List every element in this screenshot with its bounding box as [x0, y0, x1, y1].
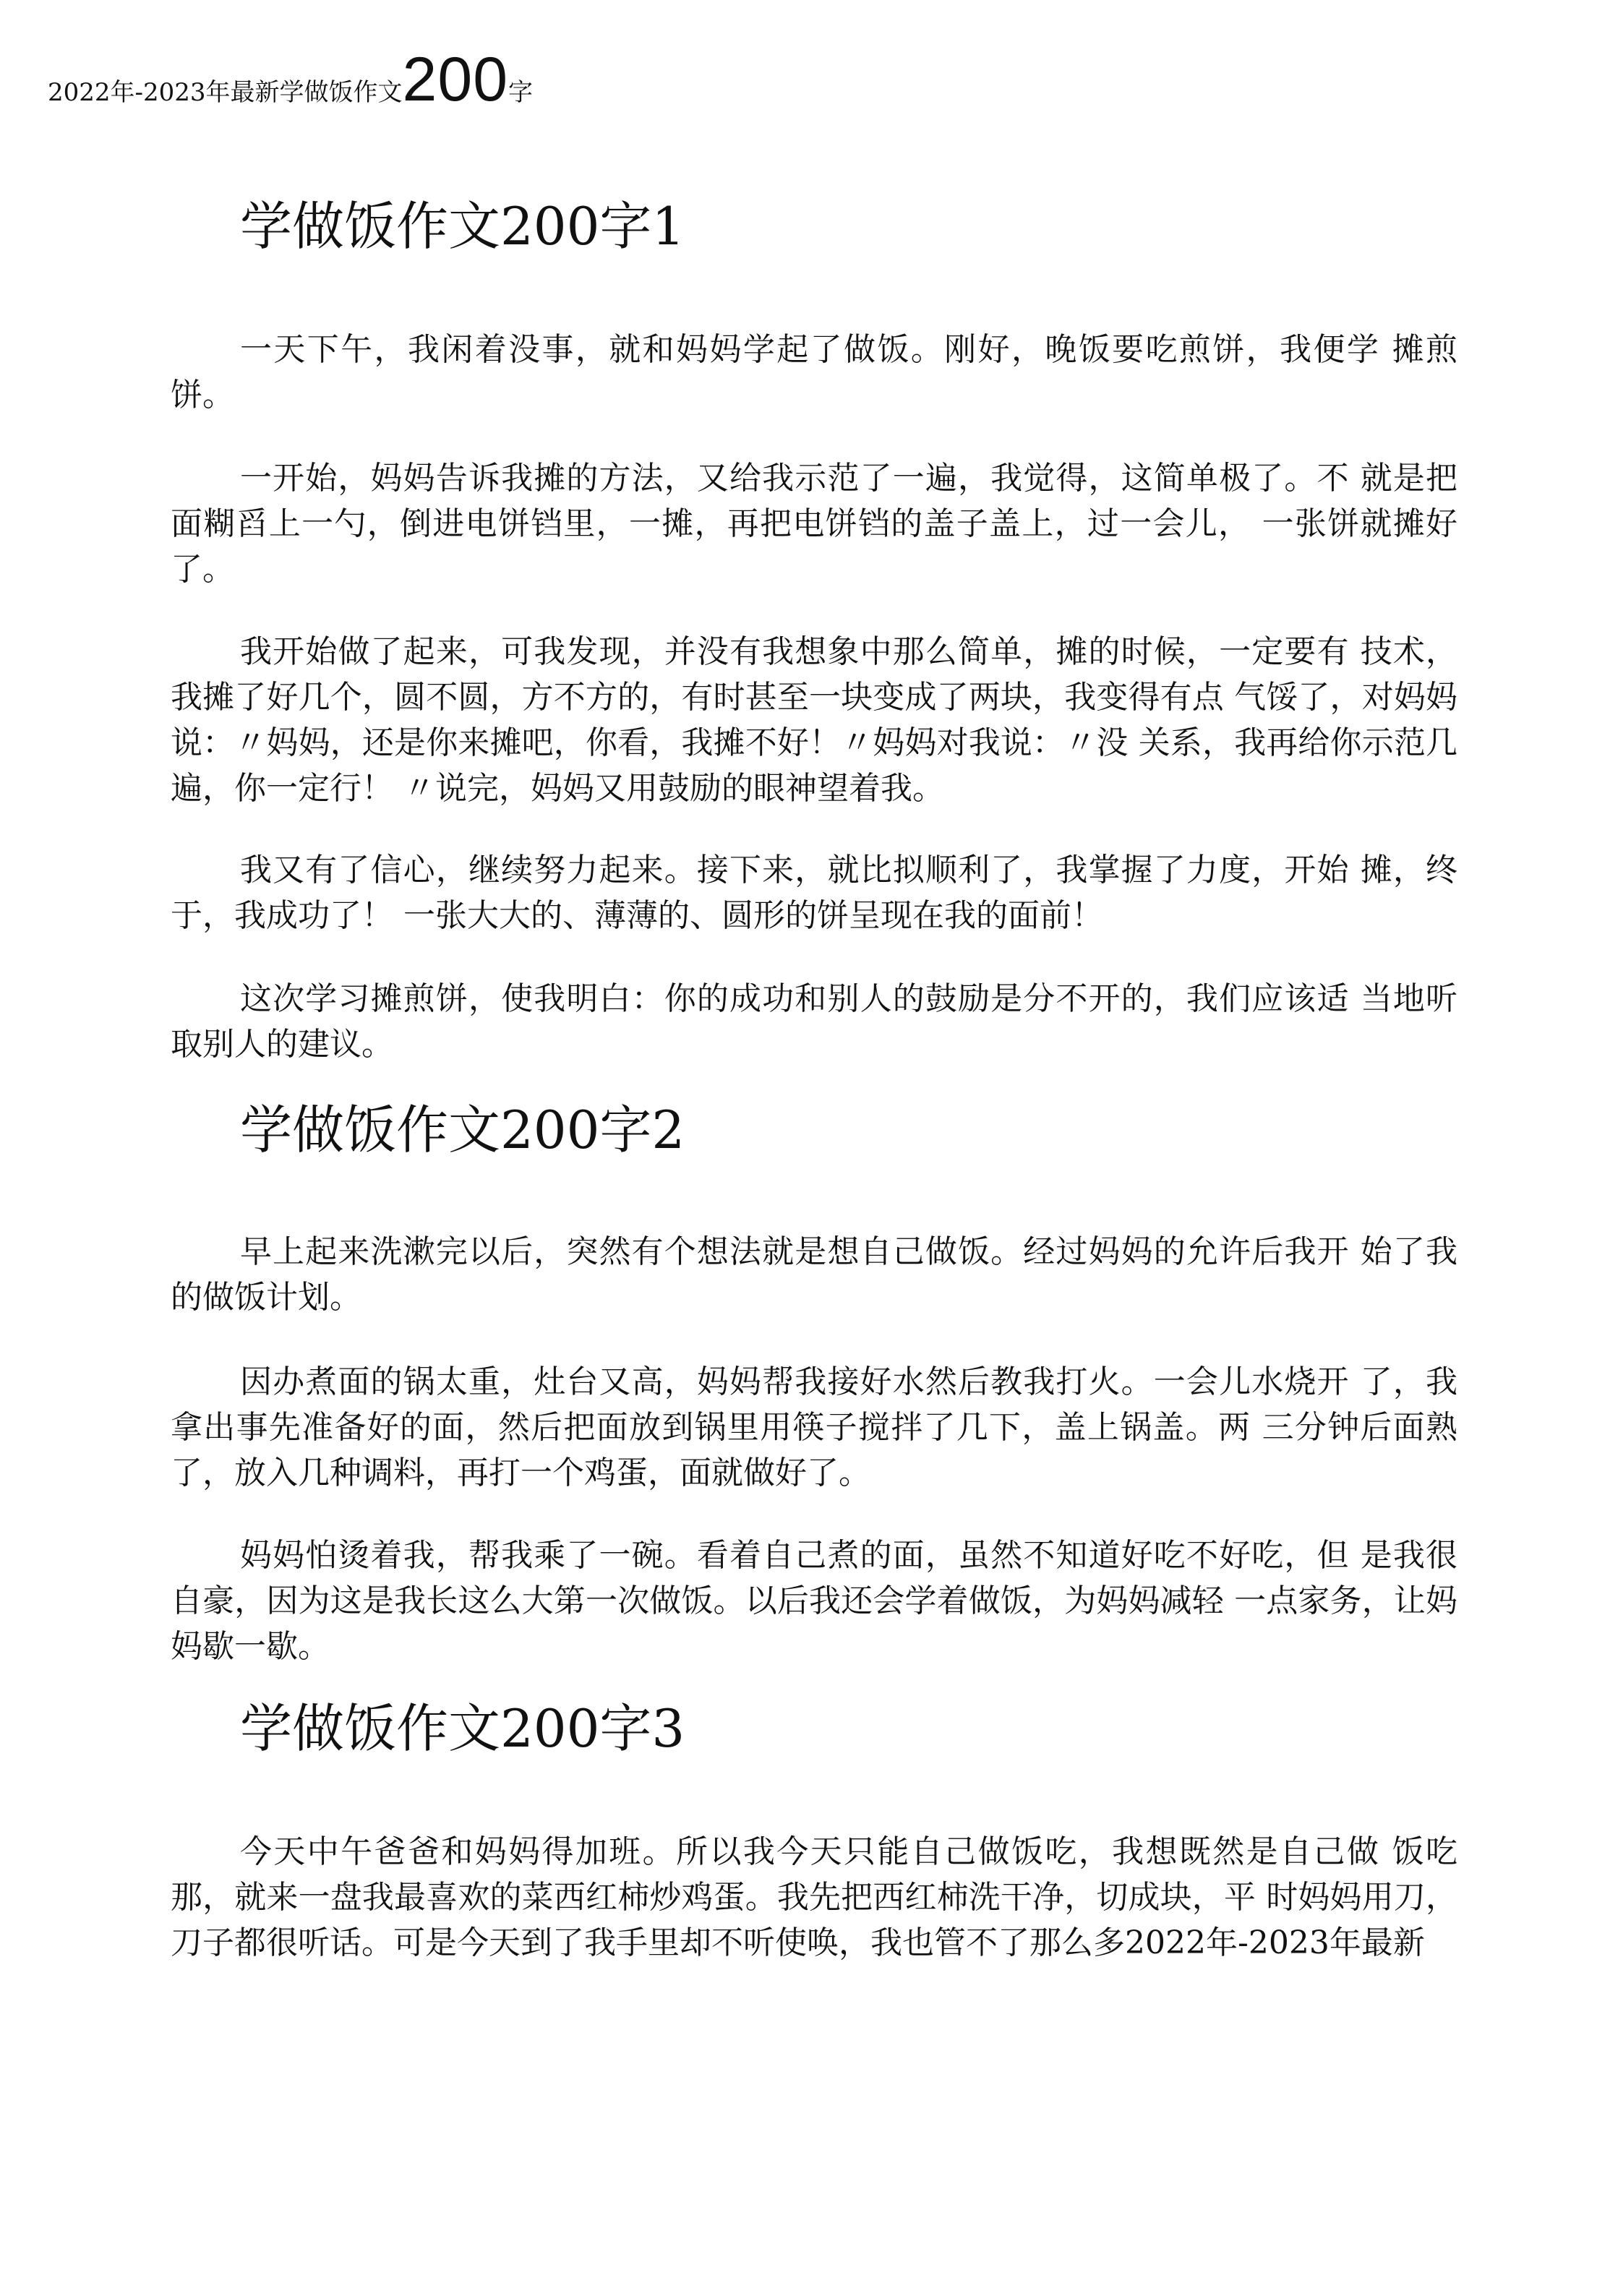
- paragraph-1-3: 我开始做了起来，可我发现，并没有我想象中那么简单，摊的时候，一定要有 技术，我摊了好几个，圆不圆，方不方的，有时甚至一块变成了两块，我变得有点 气馁了，对妈妈说：〃妈妈，还是你来摊吧，你看，我摊不好！〃妈妈对我说：〃没 关系，我再给你示范几遍，你一定行！ 〃说完，妈妈又用鼓励的眼神望着我。: [171, 633, 1457, 807]
- paragraph-1-2: 一开始，妈妈告诉我摊的方法，又给我示范了一遍，我觉得，这简单极了。不 就是把面糊舀上一勺，倒进电饼铛里，一摊，再把电饼铛的盖子盖上，过一会儿， 一张饼就摊好了。: [171, 460, 1457, 588]
- paragraph-2-2: 因办煮面的锅太重，灶台又高，妈妈帮我接好水然后教我打火。一会儿水烧开 了，我拿出事先准备好的面，然后把面放到锅里用筷子搅拌了几下，盖上锅盖。两 三分钟后面熟了，放入几种调料，再打一个鸡蛋，面就做好了。: [171, 1363, 1457, 1491]
- paragraph-2-3: 妈妈怕烫着我，帮我乘了一碗。看着自己煮的面，虽然不知道好吃不好吃，但 是我很自豪，因为这是我长这么大第一次做饭。以后我还会学着做饭，为妈妈减轻 一点家务，让妈妈歇一歇。: [171, 1537, 1457, 1665]
- paragraph-1-4: 我又有了信心，继续努力起来。接下来，就比拟顺利了，我掌握了力度，开始 摊，终于，我成功了！ 一张大大的、薄薄的、圆形的饼呈现在我的面前！: [171, 852, 1457, 934]
- paragraph-2-1: 早上起来洗漱完以后，突然有个想法就是想自己做饭。经过妈妈的允许后我开 始了我的做饭计划。: [171, 1233, 1457, 1316]
- section-title-2: 学做饭作文200字2: [240, 1100, 685, 1160]
- section-title-1: 学做饭作文200字1: [240, 196, 685, 257]
- paragraph-1-1: 一天下午，我闲着没事，就和妈妈学起了做饭。刚好，晚饭要吃煎饼，我便学 摊煎饼。: [171, 331, 1457, 414]
- header-prefix: 2022年-2023年最新学做饭作文: [48, 78, 403, 107]
- paragraph-1-5: 这次学习摊煎饼，使我明白：你的成功和别人的鼓励是分不开的，我们应该适 当地听取别人的建议。: [171, 980, 1457, 1063]
- header-suffix: 字: [508, 78, 534, 107]
- section-title-3: 学做饭作文200字3: [240, 1698, 685, 1759]
- header-number: 200: [402, 45, 509, 114]
- paragraph-3-1: 今天中午爸爸和妈妈得加班。所以我今天只能自己做饭吃，我想既然是自己做 饭吃那，就来一盘我最喜欢的菜西红柿炒鸡蛋。我先把西红柿洗干净，切成块，平 时妈妈用刀，刀子都很听话。可是今天到了我手里却不听使唤，我也管不了那么多2022年-2023年最新: [171, 1833, 1457, 1961]
- page-header: [48, 43, 533, 129]
